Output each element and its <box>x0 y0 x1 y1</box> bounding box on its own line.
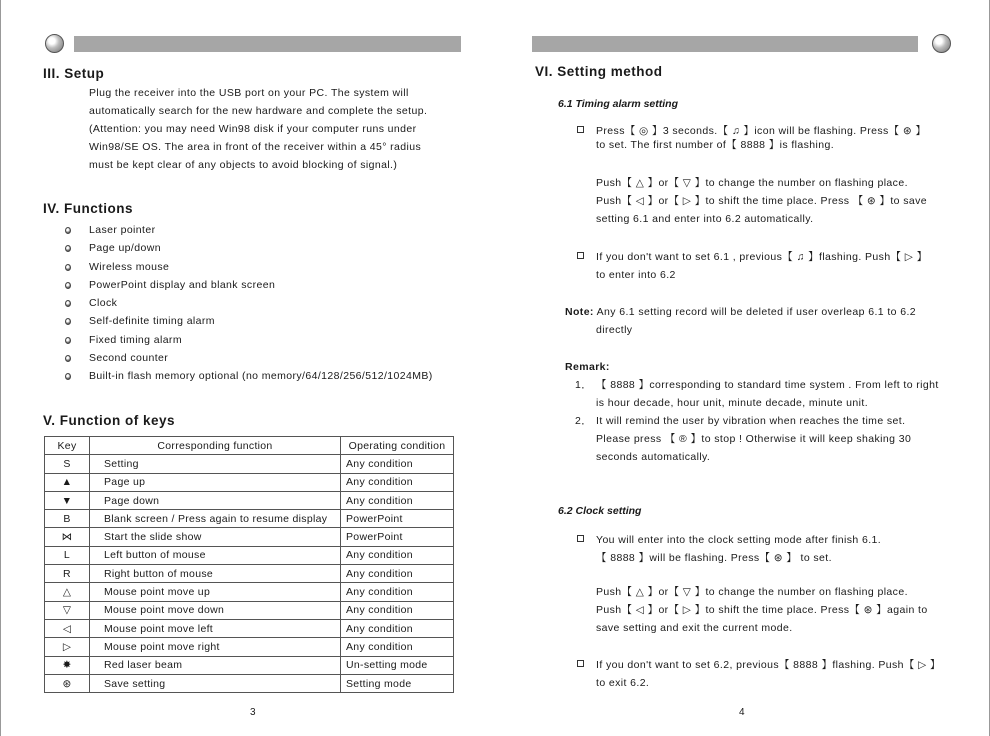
condition-cell: Any condition <box>341 473 454 491</box>
bullet-icon <box>65 245 71 252</box>
s62-item2-line <box>577 656 941 674</box>
text-line: seconds automatically. <box>596 451 711 463</box>
text-line: is hour decade, hour unit, minute decade, minute unit. <box>596 397 869 409</box>
setup-line: automatically search for the new hardware and complete the setup. <box>89 105 428 117</box>
remark-title: Remark: <box>565 361 610 373</box>
note-label: Note: <box>565 306 594 318</box>
table-row <box>45 674 454 692</box>
condition-cell: Any condition <box>341 638 454 656</box>
list-item-label: Clock <box>89 297 118 310</box>
function-cell: Page up <box>90 473 341 491</box>
function-cell: Left button of mouse <box>90 546 341 564</box>
table-row <box>45 565 454 583</box>
list-item <box>61 331 433 349</box>
keys-table-body <box>45 455 454 693</box>
bullet-icon <box>65 300 71 307</box>
text-line: Push【 ◁ 】or【 ▷ 】to shift the time place. Press【 ⊛ 】again to <box>596 604 928 616</box>
condition-cell: Un-setting mode <box>341 656 454 674</box>
function-cell: Save setting <box>90 674 341 692</box>
table-row <box>45 656 454 674</box>
list-item-label: Laser pointer <box>89 224 156 236</box>
function-cell: Right button of mouse <box>90 565 341 583</box>
condition-cell: Setting mode <box>341 674 454 692</box>
bullet-icon <box>65 337 71 344</box>
section-6-1-title: 6.1 Timing alarm setting <box>558 98 679 110</box>
setup-line: (Attention: you may need Win98 disk if your computer runs under <box>89 123 417 135</box>
functions-list <box>61 221 433 386</box>
text-line: Push【 △ 】or【 ▽ 】to change the number on flashing place. <box>596 177 908 189</box>
text-line: 【 8888 】corresponding to standard time system . From left to right <box>596 379 939 391</box>
key-cell: L <box>45 546 90 564</box>
remark-list <box>575 376 939 466</box>
text-line: Any 6.1 setting record will be deleted if user overleap 6.1 to 6.2 <box>596 306 916 318</box>
s61-item1-line <box>577 124 926 138</box>
text-line: Please press 【 ® 】to stop ! Otherwise it will keep shaking 30 <box>596 433 912 445</box>
table-row <box>45 583 454 601</box>
key-cell: △ <box>45 583 90 601</box>
function-cell: Setting <box>90 455 341 473</box>
s62-item1 <box>577 531 881 567</box>
text-line: to set. The first number of【 8888 】is flashing. <box>596 139 835 151</box>
bullet-icon <box>65 282 71 289</box>
table-row <box>45 528 454 546</box>
table-row <box>45 491 454 509</box>
list-item <box>61 312 433 330</box>
condition-cell: Any condition <box>341 455 454 473</box>
s62-item1-line <box>577 531 881 549</box>
list-item-label: Self-definite timing alarm <box>89 315 215 328</box>
key-cell: ▽ <box>45 601 90 619</box>
key-cell: ◁ <box>45 619 90 637</box>
text-line: directly <box>596 324 633 336</box>
setup-line: must be kept clear of any objects to avoid blocking of signal.) <box>89 159 398 171</box>
bullet-icon <box>65 373 71 380</box>
key-cell: ▷ <box>45 638 90 656</box>
condition-cell: Any condition <box>341 601 454 619</box>
list-item <box>61 349 433 367</box>
function-cell: Start the slide show <box>90 528 341 546</box>
bullet-icon <box>65 227 71 234</box>
text-line: 【 8888 】will be flashing. Press【 ⊛ 】 to set. <box>596 552 832 564</box>
function-cell: Page down <box>90 491 341 509</box>
function-cell: Mouse point move up <box>90 583 341 601</box>
function-cell: Blank screen / Press again to resume display <box>90 510 341 528</box>
keys-title: V. Function of keys <box>43 413 176 428</box>
list-item-label: Page up/down <box>89 242 161 255</box>
keys-table <box>44 436 454 693</box>
list-item <box>61 239 433 257</box>
setup-title: III. Setup <box>43 66 105 81</box>
table-row <box>45 601 454 619</box>
column-header: Key <box>45 437 90 455</box>
function-cell: Mouse point move left <box>90 619 341 637</box>
column-header: Corresponding function <box>90 437 341 455</box>
list-item-label: Wireless mouse <box>89 260 170 273</box>
condition-cell: PowerPoint <box>341 528 454 546</box>
note-line <box>565 303 916 321</box>
table-row <box>45 638 454 656</box>
text-line: to enter into 6.2 <box>596 269 676 281</box>
key-cell: R <box>45 565 90 583</box>
header-bar <box>74 36 461 52</box>
key-cell: B <box>45 510 90 528</box>
setup-text <box>89 84 427 174</box>
bullet-icon <box>65 318 71 325</box>
remark-item <box>575 412 939 430</box>
remark-number: 1． <box>575 379 593 391</box>
key-cell: ⋈ <box>45 528 90 546</box>
setting-method-title: VI. Setting method <box>535 64 663 79</box>
right-page <box>495 0 990 736</box>
text-line: save setting and exit the current mode. <box>596 622 793 634</box>
key-cell: ⊛ <box>45 674 90 692</box>
text-line: If you don't want to set 6.1 , previous【 ♫ 】flashing. Push【 ▷ 】 <box>596 251 928 263</box>
text-line: Push【 ◁ 】or【 ▷ 】to shift the time place. Press 【 ⊛ 】to save <box>596 195 927 207</box>
key-cell: ▲ <box>45 473 90 491</box>
key-cell: S <box>45 455 90 473</box>
text-line: If you don't want to set 6.2, previous【 8888 】flashing. Push【 ▷ 】 <box>596 659 941 671</box>
table-row <box>45 510 454 528</box>
setup-line: Win98/SE OS. The area in front of the receiver within a 45° radius <box>89 141 422 153</box>
header-bar <box>532 36 918 52</box>
list-item <box>61 276 433 294</box>
list-item <box>61 367 433 385</box>
table-row <box>45 455 454 473</box>
table-row <box>45 546 454 564</box>
list-item-label: Second counter <box>89 352 169 365</box>
s61-item2-line <box>577 248 927 266</box>
function-cell: Mouse point move down <box>90 601 341 619</box>
column-header: Operating condition <box>341 437 454 455</box>
condition-cell: Any condition <box>341 491 454 509</box>
section-6-2-title: 6.2 Clock setting <box>558 505 642 517</box>
checkbox-icon <box>577 660 584 667</box>
condition-cell: Any condition <box>341 565 454 583</box>
function-cell: Red laser beam <box>90 656 341 674</box>
checkbox-icon <box>577 126 584 133</box>
circle-ornament-icon <box>932 34 951 53</box>
bullet-icon <box>65 264 71 271</box>
key-cell: ▼ <box>45 491 90 509</box>
table-row <box>45 619 454 637</box>
text-line: to exit 6.2. <box>596 677 650 689</box>
list-item <box>61 258 433 276</box>
checkbox-icon <box>577 252 584 259</box>
setup-line: Plug the receiver into the USB port on your PC. The system will <box>89 87 409 99</box>
condition-cell: PowerPoint <box>341 510 454 528</box>
s62-item2 <box>577 656 941 692</box>
circle-ornament-icon <box>45 34 64 53</box>
condition-cell: Any condition <box>341 583 454 601</box>
condition-cell: Any condition <box>341 619 454 637</box>
s61-item1 <box>577 124 926 152</box>
text-line: You will enter into the clock setting mode after finish 6.1. <box>596 534 882 546</box>
list-item-label: PowerPoint display and blank screen <box>89 278 276 291</box>
text-line: It will remind the user by vibration when reaches the time set. <box>596 415 906 427</box>
s62-item1b <box>596 583 928 637</box>
table-row <box>45 473 454 491</box>
s61-item2 <box>577 248 927 284</box>
list-item <box>61 294 433 312</box>
text-line: Press【 ◎ 】3 seconds.【 ♫ 】icon will be flashing. Press【 ⊛ 】 <box>596 125 927 137</box>
remark-item <box>575 376 939 394</box>
list-item <box>61 221 433 239</box>
list-item-label: Fixed timing alarm <box>89 333 182 346</box>
list-item-label: Built-in flash memory optional (no memory/64/128/256/512/1024MB) <box>89 370 433 383</box>
text-line: setting 6.1 and enter into 6.2 automatically. <box>596 213 814 225</box>
s61-item1b <box>596 174 927 228</box>
page-number: 4 <box>739 707 745 718</box>
functions-title: IV. Functions <box>43 201 134 216</box>
condition-cell: Any condition <box>341 546 454 564</box>
bullet-icon <box>65 355 71 362</box>
table-header-row <box>45 437 454 455</box>
function-cell: Mouse point move right <box>90 638 341 656</box>
remark-number: 2． <box>575 415 593 427</box>
page-number: 3 <box>250 707 256 718</box>
text-line: Push【 △ 】or【 ▽ 】to change the number on flashing place. <box>596 586 908 598</box>
note-block <box>565 303 916 339</box>
checkbox-icon <box>577 535 584 542</box>
key-cell: ✸ <box>45 656 90 674</box>
